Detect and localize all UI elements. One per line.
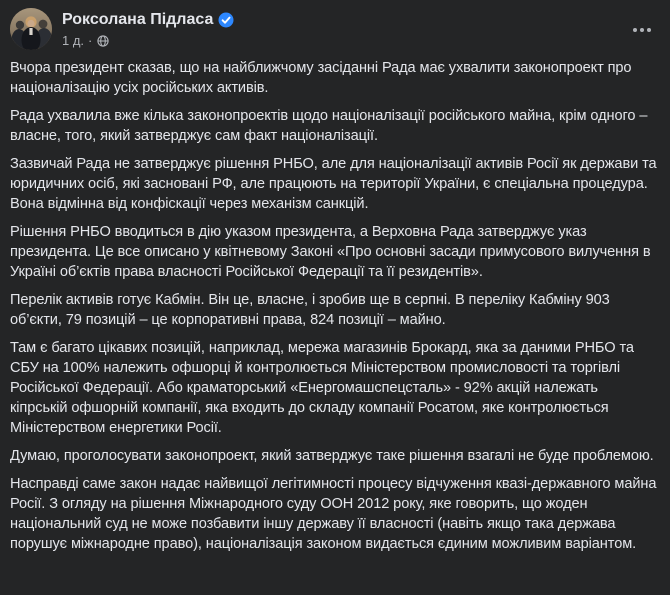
post-paragraph: Вчора президент сказав, що на найближчому засіданні Рада має ухвалити законопроект про націоналізацію усіх російських активів. bbox=[10, 60, 632, 96]
ellipsis-icon bbox=[633, 28, 637, 32]
avatar[interactable] bbox=[10, 8, 52, 50]
post-paragraph: Думаю, проголосувати законопроект, який затверджує таке рішення взагалі не буде проблемою. bbox=[10, 448, 654, 464]
meta-separator: · bbox=[88, 33, 93, 48]
post-header bbox=[0, 0, 670, 52]
post-meta-row bbox=[62, 33, 234, 49]
globe-icon bbox=[97, 35, 109, 47]
avatar-photo bbox=[10, 8, 52, 50]
author-name[interactable]: Роксолана Підласа bbox=[62, 11, 214, 28]
verified-badge-icon bbox=[218, 12, 234, 28]
post-header-text bbox=[62, 8, 234, 49]
timestamp[interactable]: 1 д. bbox=[62, 33, 85, 48]
post-paragraph: Рада ухвалила вже кілька законопроектів щодо націоналізації російського майна, крім одного – власне, того, який затверджує сам факт націоналізації. bbox=[10, 108, 648, 144]
author-row bbox=[62, 10, 234, 30]
post-paragraph: Рішення РНБО вводиться в дію указом президента, а Верховна Рада затверджує указ президента. Це все описано у квітневому Законі «Про основні засади примусового вилучення в Україні об’єктів права власності Російської Федерації та її резидентів». bbox=[10, 224, 651, 280]
post-paragraph: Там є багато цікавих позицій, наприклад, мережа магазинів Брокард, яка за даними РНБО та СБУ на 100% належить офшорці й контролюється Міністерством промисловості та торгівлі Російської Федерації. Або краматорський «Енергомашспецсталь» - 92% акцій належать кіпрській офшорній компанії, яка входить до складу компанії Росатом, яке контролюється Міністерством енергетики Росії. bbox=[10, 340, 634, 436]
post-paragraph: Зазвичай Рада не затверджує рішення РНБО, але для націоналізації активів Росії як держави та юридичних осіб, які засновані РФ, але працюють на території України, є спеціальна процедура. Вона відмінна від конфіскації через механізм санкцій. bbox=[10, 156, 657, 212]
post-text bbox=[0, 52, 670, 554]
post-menu-button[interactable] bbox=[626, 18, 658, 42]
post-paragraph: Перелік активів готує Кабмін. Він це, власне, і зробив ще в серпні. В переліку Кабміну 903 об’єкти, 79 позицій – це корпоративні права, 824 позиції – майно. bbox=[10, 292, 610, 328]
ellipsis-icon bbox=[647, 28, 651, 32]
post-paragraph: Насправді саме закон надає найвищої легітимності процесу відчуження квазі-державного майна Росії. З огляду на рішення Міжнародного суду ООН 2012 року, яке говорить, що жоден національний суд не може позбавити іншу державу її власності (навіть якщо така держава порушує міжнародне право), націоналізація законом видається єдиним можливим варіантом. bbox=[10, 476, 657, 552]
ellipsis-icon bbox=[640, 28, 644, 32]
